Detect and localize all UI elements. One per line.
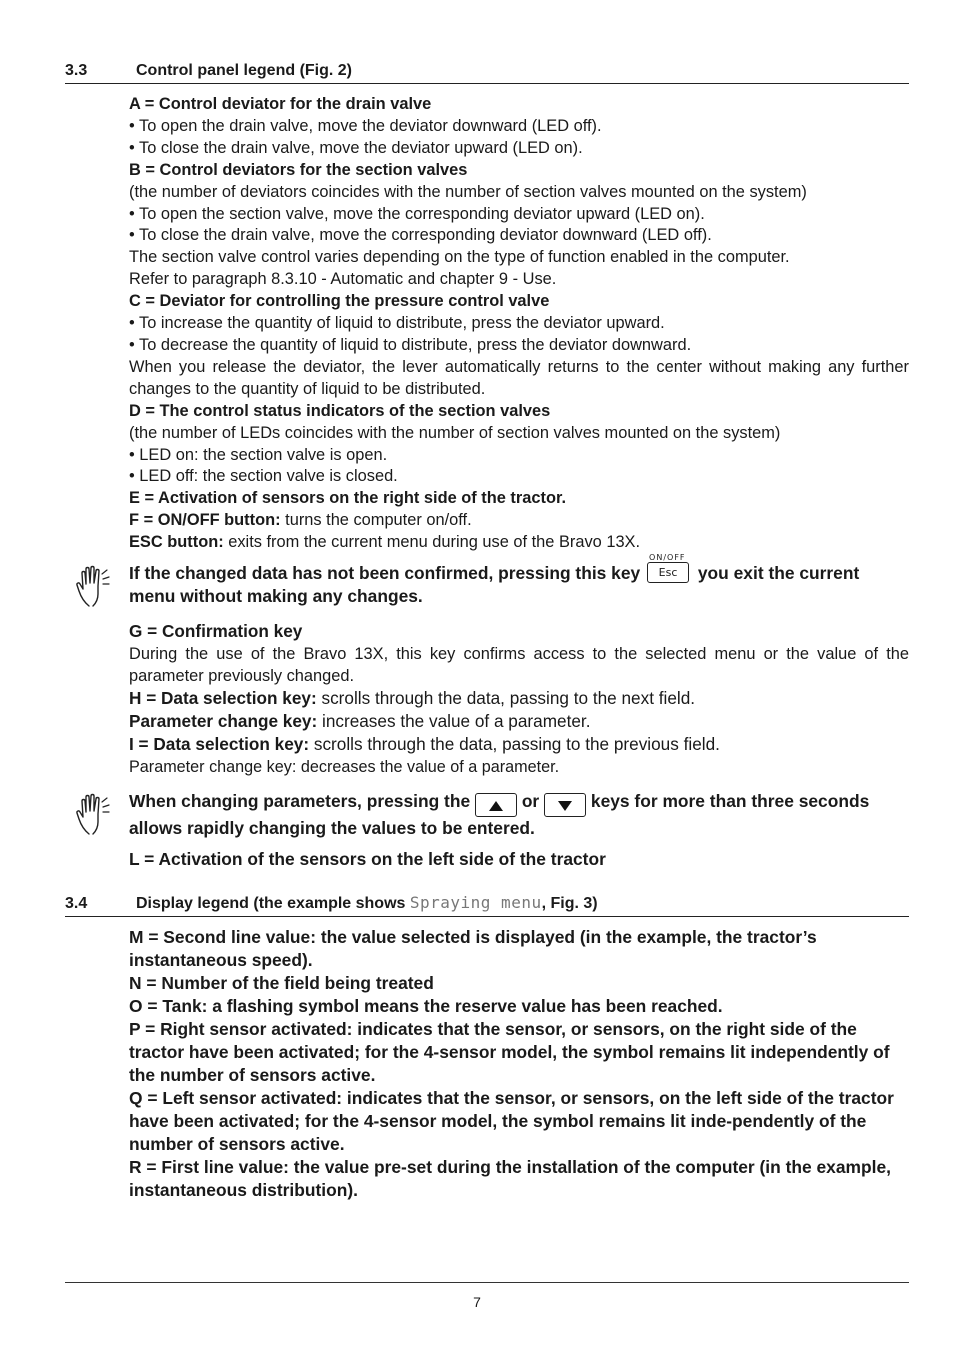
note-esc: [76, 553, 909, 612]
arrow-up-key: [475, 793, 517, 817]
note-esc-text: [129, 553, 909, 608]
note-arrows: [76, 790, 909, 840]
arrow-up-icon: [489, 801, 503, 811]
legend-n: N = Number of the field being treated: [129, 973, 434, 993]
arrow-down-key: [544, 793, 586, 817]
legend-a-line: • To open the drain valve, move the deviator downward (LED off).: [129, 116, 602, 135]
legend-param-down: Parameter change key: decreases the value of a parameter.: [129, 757, 560, 776]
legend-d-heading: D = The control status indicators of the section valves: [129, 401, 551, 420]
legend-q: Q = Left sensor activated: indicates that the sensor, or sensors, on the left side of the tractor have been activated; for the 4-sensor model, the symbol remains lit inde-pendently of the number of sensors active.: [129, 1088, 894, 1154]
legend-d-line: (the number of LEDs coincides with the number of section valves mounted on the system): [129, 423, 781, 442]
legend-l-heading: L = Activation of the sensors on the left side of the tractor: [129, 849, 606, 869]
legend-esc-text: exits from the current menu during use of the Bravo 13X.: [223, 533, 641, 552]
legend-c-line: • To decrease the quantity of liquid to distribute, press the deviator downward.: [129, 335, 692, 354]
legend-c-heading: C = Deviator for controlling the pressure control valve: [129, 292, 550, 311]
legend-b-line: • To open the section valve, move the corresponding deviator upward (LED on).: [129, 204, 705, 223]
note-esc-text-end: you exit the current menu without making any changes.: [129, 563, 860, 606]
footer-divider: [65, 1282, 909, 1283]
legend-param-up: [129, 710, 909, 733]
legend-g-heading: G = Confirmation key: [129, 621, 303, 641]
legend-b-line: (the number of deviators coincides with the number of section valves mounted on the system): [129, 182, 807, 201]
note-arrows-or: or: [521, 791, 540, 811]
esc-key-cap: Esc: [647, 562, 689, 583]
note-esc-text-start: If the changed data has not been confirmed, pressing this key: [129, 563, 641, 583]
arrow-down-icon: [558, 801, 572, 811]
legend-d-line: • LED on: the section valve is open.: [129, 445, 388, 464]
hand-icon: [76, 792, 114, 836]
legend-d-line: • LED off: the section valve is closed.: [129, 467, 398, 486]
legend-f-heading: F = ON/OFF button:: [129, 511, 281, 530]
legend-param-up-text: increases the value of a parameter.: [317, 710, 591, 731]
section-3-4-heading: [65, 893, 909, 917]
legend-i: [129, 733, 909, 756]
legend-esc-heading: ESC button:: [129, 533, 224, 552]
legend-h: [129, 687, 909, 710]
lcd-menu-name: Spraying menu: [409, 893, 542, 912]
legend-f: [129, 510, 909, 532]
legend-l: [129, 848, 909, 871]
control-panel-legend: [129, 94, 909, 554]
legend-f-text: turns the computer on/off.: [280, 511, 472, 530]
legend-e-heading: E = Activation of sensors on the right side of the tractor.: [129, 489, 567, 508]
legend-i-heading: I = Data selection key:: [129, 733, 310, 754]
display-legend: [129, 926, 909, 1202]
section-title: Control panel legend (Fig. 2): [136, 62, 352, 79]
hand-icon: [76, 564, 114, 608]
legend-b-line: • To close the drain valve, move the corresponding deviator downward (LED off).: [129, 226, 712, 245]
legend-g-text: During the use of the Bravo 13X, this key confirms access to the selected menu or the value of the parameter previously changed.: [129, 644, 909, 685]
legend-b-heading: B = Control deviators for the section valves: [129, 160, 468, 179]
keys-legend: [129, 620, 909, 779]
page-number: 7: [473, 1294, 481, 1310]
legend-i-text: scrolls through the data, passing to the previous field.: [309, 733, 720, 754]
section-number: 3.3: [65, 62, 88, 79]
legend-b-line: Refer to paragraph 8.3.10 - Automatic and chapter 9 - Use.: [129, 270, 557, 289]
note-arrows-text-start: When changing parameters, pressing the: [129, 791, 471, 811]
section-number: 3.4: [65, 895, 88, 912]
legend-p: P = Right sensor activated: indicates that the sensor, or sensors, on the right side of the tractor have been activated; for the 4-sensor model, the symbol remains lit independently of the number of sensors active.: [129, 1019, 890, 1085]
esc-key: [647, 553, 691, 584]
legend-c-paragraph: When you release the deviator, the lever automatically returns to the center without making any further changes to the quantity of liquid to be distributed.: [129, 357, 909, 398]
note-arrows-text-end: keys for more than three seconds allows rapidly changing the values to be entered.: [129, 791, 870, 838]
legend-esc: [129, 532, 909, 554]
legend-m: M = Second line value: the value selected is displayed (in the example, the tractor’s instantaneous speed).: [129, 927, 817, 970]
legend-o: O = Tank: a flashing symbol means the reserve value has been reached.: [129, 996, 723, 1016]
esc-key-top-label: ON/OFF: [649, 553, 686, 562]
legend-c-line: • To increase the quantity of liquid to distribute, press the deviator upward.: [129, 314, 665, 333]
legend-a-heading: A = Control deviator for the drain valve: [129, 95, 432, 113]
legend-param-up-heading: Parameter change key:: [129, 710, 318, 731]
section-title-end: , Fig. 3): [541, 895, 598, 912]
legend-r: R = First line value: the value pre-set during the installation of the computer (in the example, instantaneous distribution).: [129, 1157, 891, 1200]
section-3-3-heading: [65, 62, 909, 84]
legend-h-text: scrolls through the data, passing to the next field.: [316, 687, 696, 708]
legend-h-heading: H = Data selection key:: [129, 687, 317, 708]
section-title-start: Display legend (the example shows: [136, 895, 410, 912]
legend-b-line: The section valve control varies depending on the type of function enabled in the computer.: [129, 248, 790, 267]
legend-a-line: • To close the drain valve, move the deviator upward (LED on).: [129, 138, 583, 157]
note-arrows-text: [129, 790, 909, 840]
